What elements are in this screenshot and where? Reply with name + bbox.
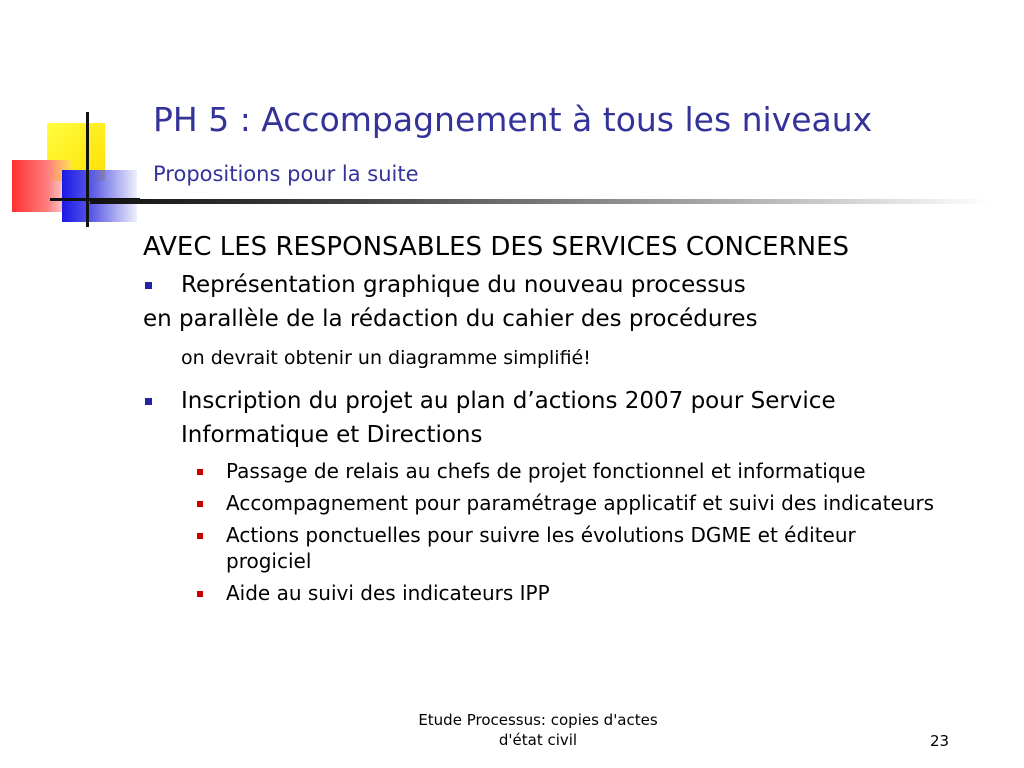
slide-subtitle: Propositions pour la suite — [153, 162, 419, 186]
sub-bullet-item — [143, 522, 946, 574]
body-line: en parallèle de la rédaction du cahier des procédures — [143, 306, 758, 332]
note-line: on devrait obtenir un diagramme simplifié! — [181, 347, 591, 369]
square-bullet-icon — [197, 533, 203, 539]
vertical-line-shape — [86, 112, 89, 227]
slide-title: PH 5 : Accompagnement à tous les niveaux — [153, 100, 873, 139]
decorative-logo — [0, 0, 140, 240]
sub-bullet-item — [143, 458, 946, 484]
bullet-text: Inscription du projet au plan d’actions 2007 pour Service Informatique et Directions — [181, 388, 836, 448]
sub-bullet-text: Accompagnement pour paramétrage applicatif et suivi des indicateurs — [226, 491, 935, 515]
sub-bullet-item — [143, 490, 946, 516]
square-bullet-icon — [197, 591, 203, 597]
square-bullet-icon — [145, 398, 152, 405]
footer-line: d'état civil — [498, 731, 578, 749]
bullet-text: Représentation graphique du nouveau processus — [181, 272, 746, 298]
blue-square-shape — [62, 170, 137, 222]
sub-bullet-text: Actions ponctuelles pour suivre les évolutions DGME et éditeur progiciel — [226, 523, 856, 573]
square-bullet-icon — [197, 469, 203, 475]
sub-bullet-item — [143, 580, 946, 606]
bullet-item — [143, 268, 1003, 302]
bullet-item — [143, 384, 951, 452]
footer-line: Etude Processus: copies d'actes — [418, 711, 658, 729]
slide-footer — [380, 710, 696, 750]
sub-bullet-text: Aide au suivi des indicateurs IPP — [226, 581, 550, 605]
slide-body — [143, 232, 1003, 606]
page-number: 23 — [930, 732, 950, 750]
section-heading: AVEC LES RESPONSABLES DES SERVICES CONCERNES — [143, 232, 850, 262]
square-bullet-icon — [145, 282, 152, 289]
title-divider — [90, 199, 990, 204]
square-bullet-icon — [197, 501, 203, 507]
sub-bullet-text: Passage de relais au chefs de projet fonctionnel et informatique — [226, 459, 866, 483]
